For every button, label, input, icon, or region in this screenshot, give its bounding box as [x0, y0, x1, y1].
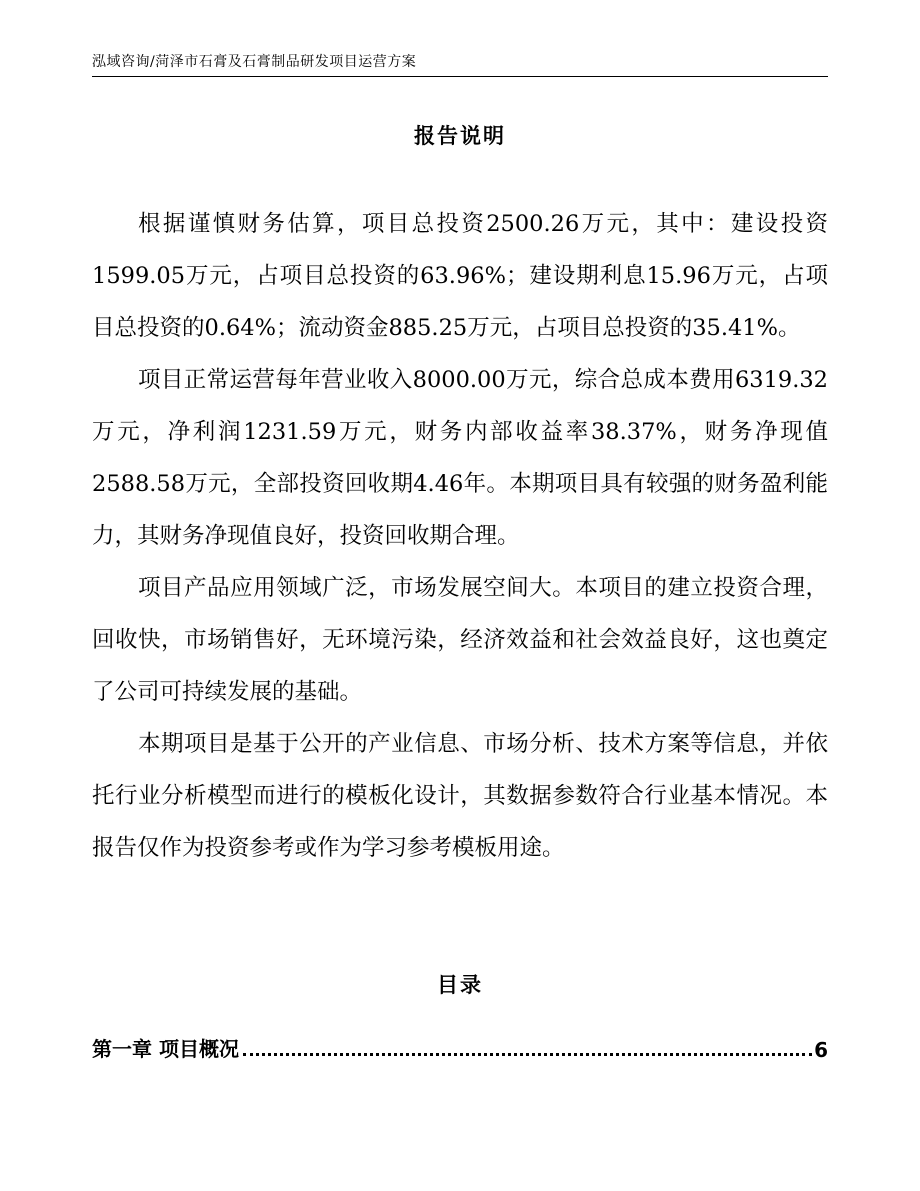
report-body — [92, 198, 828, 874]
toc-entry-page: 6 — [814, 1038, 828, 1062]
paragraph-financials: 项目正常运营每年营业收入8000.00万元，综合总成本费用6319.32万元，净利润1231.59万元，财务内部收益率38.37%，财务净现值2588.58万元，全部投资回收期4.46年。本期项目具有较强的财务盈利能力，其财务净现值良好，投资回收期合理。 — [92, 367, 828, 549]
paragraph-investment: 根据谨慎财务估算，项目总投资2500.26万元，其中：建设投资1599.05万元，占项目总投资的63.96%；建设期利息15.96万元，占项目总投资的0.64%；流动资金885.25万元，占项目总投资的35.41%。 — [92, 211, 828, 341]
toc-entry[interactable] — [92, 1028, 828, 1062]
paragraph-disclaimer: 本期项目是基于公开的产业信息、市场分析、技术方案等信息，并依托行业分析模型而进行的模板化设计，其数据参数符合行业基本情况。本报告仅作为投资参考或作为学习参考模板用途。 — [92, 731, 828, 861]
toc-dot-leader — [243, 1053, 812, 1056]
toc-title: 目录 — [437, 973, 483, 997]
paragraph-market: 项目产品应用领域广泛，市场发展空间大。本项目的建立投资合理，回收快，市场销售好，无环境污染，经济效益和社会效益良好，这也奠定了公司可持续发展的基础。 — [92, 575, 828, 705]
toc-entry-label: 第一章 项目概况 — [92, 1037, 239, 1061]
report-title: 报告说明 — [414, 124, 506, 148]
running-header: 泓域咨询/菏泽市石膏及石膏制品研发项目运营方案 — [92, 54, 417, 70]
header-divider — [92, 76, 828, 77]
